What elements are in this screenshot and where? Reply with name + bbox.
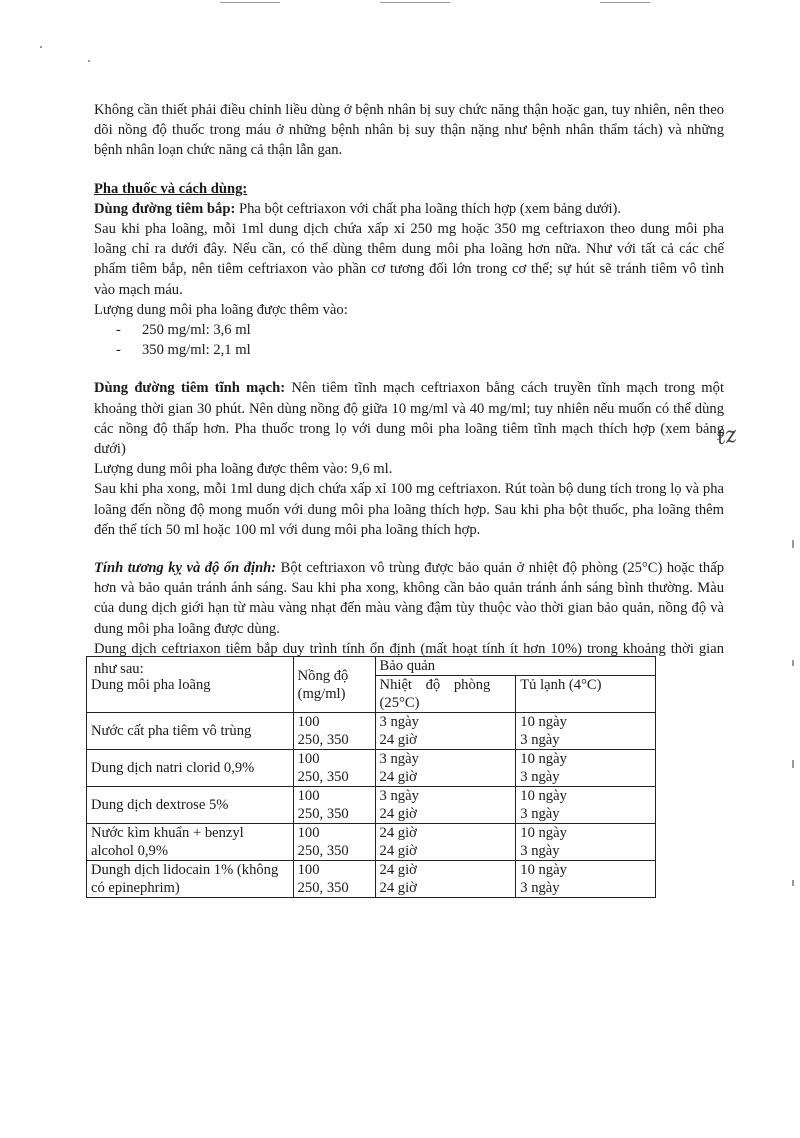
iv-volume: Lượng dung môi pha loãng được thêm vào: 9,6 ml.: [94, 461, 393, 478]
im-paragraph: Sau khi pha loãng, mỗi 1ml dung dịch chứa xấp xỉ 250 mg hoặc 350 mg ceftriaxon theo dung môi pha loãng chỉ ra dưới đây. Nếu cần, có thể dùng thêm dung môi pha loãng hơn nữa. Như với tất cả các chế phẩm tiêm bắp, nên tiêm ceftriaxon vào phần cơ tương đối lớn trong cơ thể; sự hút sẽ tránh tiêm vô tình vào mạch máu.: [94, 221, 724, 298]
table-row: [87, 787, 656, 824]
stability-paragraph-2: Dung dịch ceftriaxon tiêm bắp duy trình tính ổn định (mất hoạt tính ít hơn 10%) trong khoảng thời gian như sau:: [94, 640, 724, 678]
room-cell: 3 ngày 24 giờ: [375, 713, 516, 750]
table-row: [87, 861, 656, 898]
document-body: [94, 100, 724, 679]
solvent-cell: Nước cất pha tiêm vô trùng: [87, 713, 294, 750]
stability-label: Tính tương kỵ và độ ổn định:: [94, 560, 277, 577]
fridge-cell: 10 ngày 3 ngày: [516, 824, 656, 861]
room-cell: 3 ngày 24 giờ: [375, 750, 516, 787]
iv-label: Dùng đường tiêm tĩnh mạch:: [94, 380, 286, 397]
im-volume-list: [94, 320, 724, 360]
solvent-cell: Dung dịch natri clorid 0,9%: [87, 750, 294, 787]
conc-cell: 100 250, 350: [293, 713, 375, 750]
conc-cell: 100 250, 350: [293, 750, 375, 787]
scan-mark: [792, 760, 794, 768]
scan-dot: [88, 60, 90, 62]
header-room-temp: Nhiệt độ phòng (25°C): [375, 676, 516, 713]
room-cell: 24 giờ 24 giờ: [375, 861, 516, 898]
fridge-cell: 10 ngày 3 ngày: [516, 787, 656, 824]
room-cell: 24 giờ 24 giờ: [375, 824, 516, 861]
list-item: - 350 mg/ml: 2,1 ml: [116, 340, 724, 360]
scan-mark: [380, 2, 450, 3]
fridge-cell: 10 ngày 3 ngày: [516, 861, 656, 898]
fridge-cell: 10 ngày 3 ngày: [516, 750, 656, 787]
section-heading: Pha thuốc và cách dùng:: [94, 180, 248, 197]
intro-paragraph: Không cần thiết phải điều chỉnh liều dùng ở bệnh nhân bị suy chức năng thận hoặc gan, tuy nhiên, nên theo dõi nồng độ thuốc trong máu ở những bệnh nhân bị suy thận nặng như bệnh nhân thẩm tách) và những bệnh nhân loạn chức năng cả thận lẫn gan.: [94, 102, 724, 159]
scan-mark: [792, 540, 794, 548]
handwritten-initials: ℓz: [714, 422, 739, 451]
stability-table: [86, 656, 656, 898]
iv-paragraph: Dùng đường tiêm tĩnh mạch: Nên tiêm tĩnh mạch ceftriaxon bằng cách truyền tĩnh mạch trong một khoảng thời gian 30 phút. Nên dùng nồng độ giữa 10 mg/ml và 40 mg/ml; tuy nhiên nếu muốn có thể dùng các nồng độ thấp hơn. Pha thuốc trong lọ với dung môi pha loãng tiêm tĩnh mạch thích hợp (xem bảng dưới): [94, 380, 725, 458]
conc-cell: 100 250, 350: [293, 861, 375, 898]
table-row: [87, 750, 656, 787]
header-fridge: Tủ lạnh (4°C): [516, 676, 656, 713]
solvent-cell: Dung dịch dextrose 5%: [87, 787, 294, 824]
im-line1: Pha bột ceftriaxon với chất pha loãng thích hợp (xem bảng dưới).: [238, 200, 622, 217]
im-volume-label: Lượng dung môi pha loãng được thêm vào:: [94, 301, 348, 318]
im-label: Dùng đường tiêm bắp:: [94, 200, 236, 217]
room-cell: 3 ngày 24 giờ: [375, 787, 516, 824]
table-row: [87, 713, 656, 750]
table-row: [87, 824, 656, 861]
scan-mark: [600, 2, 650, 3]
conc-cell: 100 250, 350: [293, 824, 375, 861]
fridge-cell: 10 ngày 3 ngày: [516, 713, 656, 750]
scan-mark: [220, 2, 280, 3]
solvent-cell: Dungh dịch lidocain 1% (không có epinephrim): [87, 861, 294, 898]
scan-mark: [792, 660, 794, 666]
conc-cell: 100 250, 350: [293, 787, 375, 824]
scan-dot: [40, 46, 42, 48]
stability-paragraph: Tính tương kỵ và độ ổn định: Bột ceftriaxon vô trùng được bảo quản ở nhiệt độ phòng (25°C) hoặc thấp hơn và bảo quản tránh ánh sáng. Sau khi pha xong, không cần bảo quản tránh ánh sáng bình thường. Màu của dung dịch giới hạn từ màu vàng nhạt đến màu vàng đậm tùy thuộc vào thời gian bảo quản, nồng độ và dung môi pha loãng được dùng.: [94, 560, 724, 637]
header-solvent: Dung môi pha loãng: [87, 657, 294, 713]
im-intro: [94, 199, 724, 219]
header-storage: Bảo quản: [375, 657, 655, 676]
solvent-cell: Nước kìm khuẩn + benzyl alcohol 0,9%: [87, 824, 294, 861]
scan-mark: [792, 880, 794, 886]
header-concentration: Nồng độ (mg/ml): [293, 657, 375, 713]
list-item: - 250 mg/ml: 3,6 ml: [116, 320, 724, 340]
iv-paragraph-2: Sau khi pha xong, mỗi 1ml dung dịch chứa xấp xỉ 100 mg ceftriaxon. Rút toàn bộ dung tích trong lọ và pha loãng đến nồng độ mong muốn với dung môi pha loãng thích hợp. Sau khi pha bột thuốc, pha loãng thêm đến thể tích 50 ml hoặc 100 ml với dung môi pha loãng thích hợp.: [94, 481, 724, 538]
